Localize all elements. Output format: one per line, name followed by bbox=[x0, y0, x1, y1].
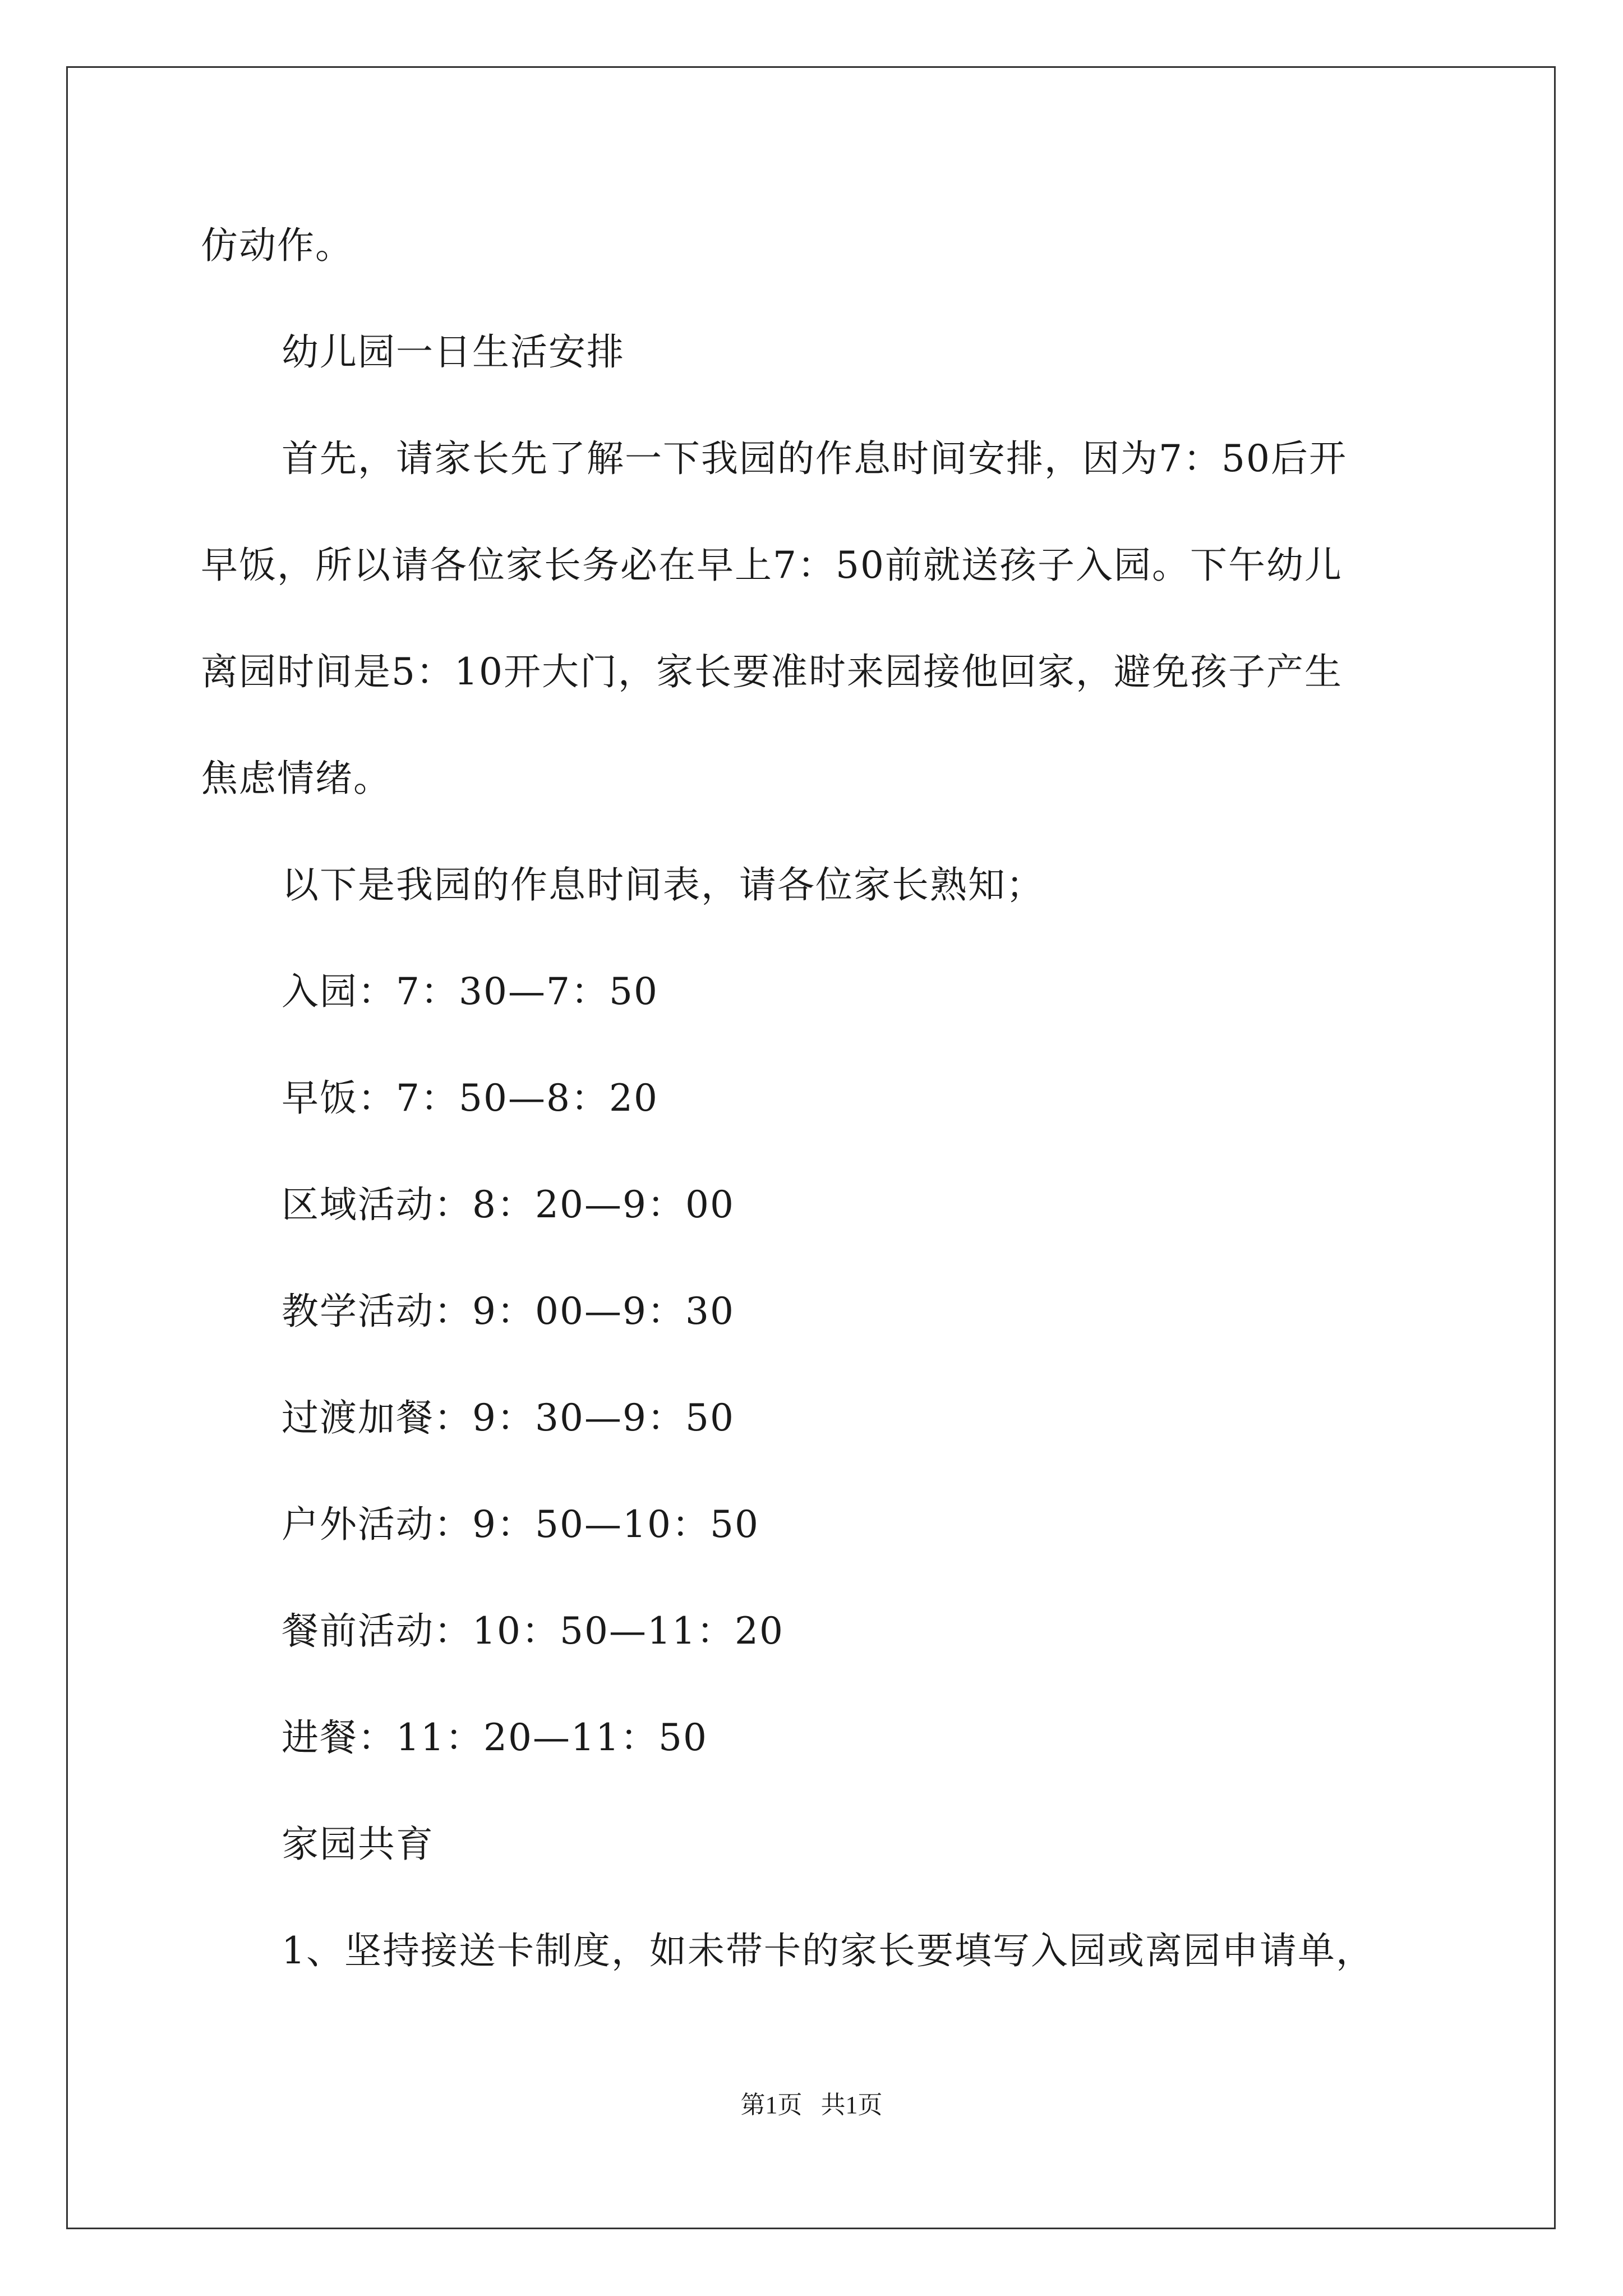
paragraph-line: 以下是我园的作息时间表，请各位家长熟知； bbox=[282, 863, 1044, 907]
page-number-footer: 第1页 共1页 bbox=[740, 2091, 883, 2119]
page-border bbox=[66, 66, 1556, 2229]
schedule-item: 户外活动：9：50—10：50 bbox=[282, 1503, 759, 1546]
schedule-item: 区域活动：8：20—9：00 bbox=[282, 1183, 735, 1226]
schedule-item: 早饭：7：50—8：20 bbox=[282, 1076, 658, 1120]
paragraph-line: 早饭，所以请各位家长务必在早上7：50前就送孩子入园。下午幼儿 bbox=[201, 544, 1343, 587]
paragraph-line: 1、坚持接送卡制度，如未带卡的家长要填写入园或离园申请单， bbox=[282, 1929, 1374, 1972]
schedule-item: 进餐：11：20—11：50 bbox=[282, 1716, 708, 1759]
schedule-item: 教学活动：9：00—9：30 bbox=[282, 1290, 735, 1333]
paragraph-line: 首先，请家长先了解一下我园的作息时间安排，因为7：50后开 bbox=[282, 437, 1347, 480]
schedule-item: 餐前活动：10：50—11：20 bbox=[282, 1609, 784, 1653]
section-heading-daily-schedule: 幼儿园一日生活安排 bbox=[282, 330, 625, 374]
section-heading-home-school: 家园共育 bbox=[282, 1823, 434, 1866]
schedule-item: 入园：7：30—7：50 bbox=[282, 970, 658, 1013]
text-line-continuation: 仿动作。 bbox=[201, 224, 353, 267]
paragraph-line: 焦虑情绪。 bbox=[201, 757, 391, 800]
schedule-item: 过渡加餐：9：30—9：50 bbox=[282, 1396, 735, 1439]
paragraph-line: 离园时间是5：10开大门，家长要准时来园接他回家，避免孩子产生 bbox=[201, 650, 1343, 693]
